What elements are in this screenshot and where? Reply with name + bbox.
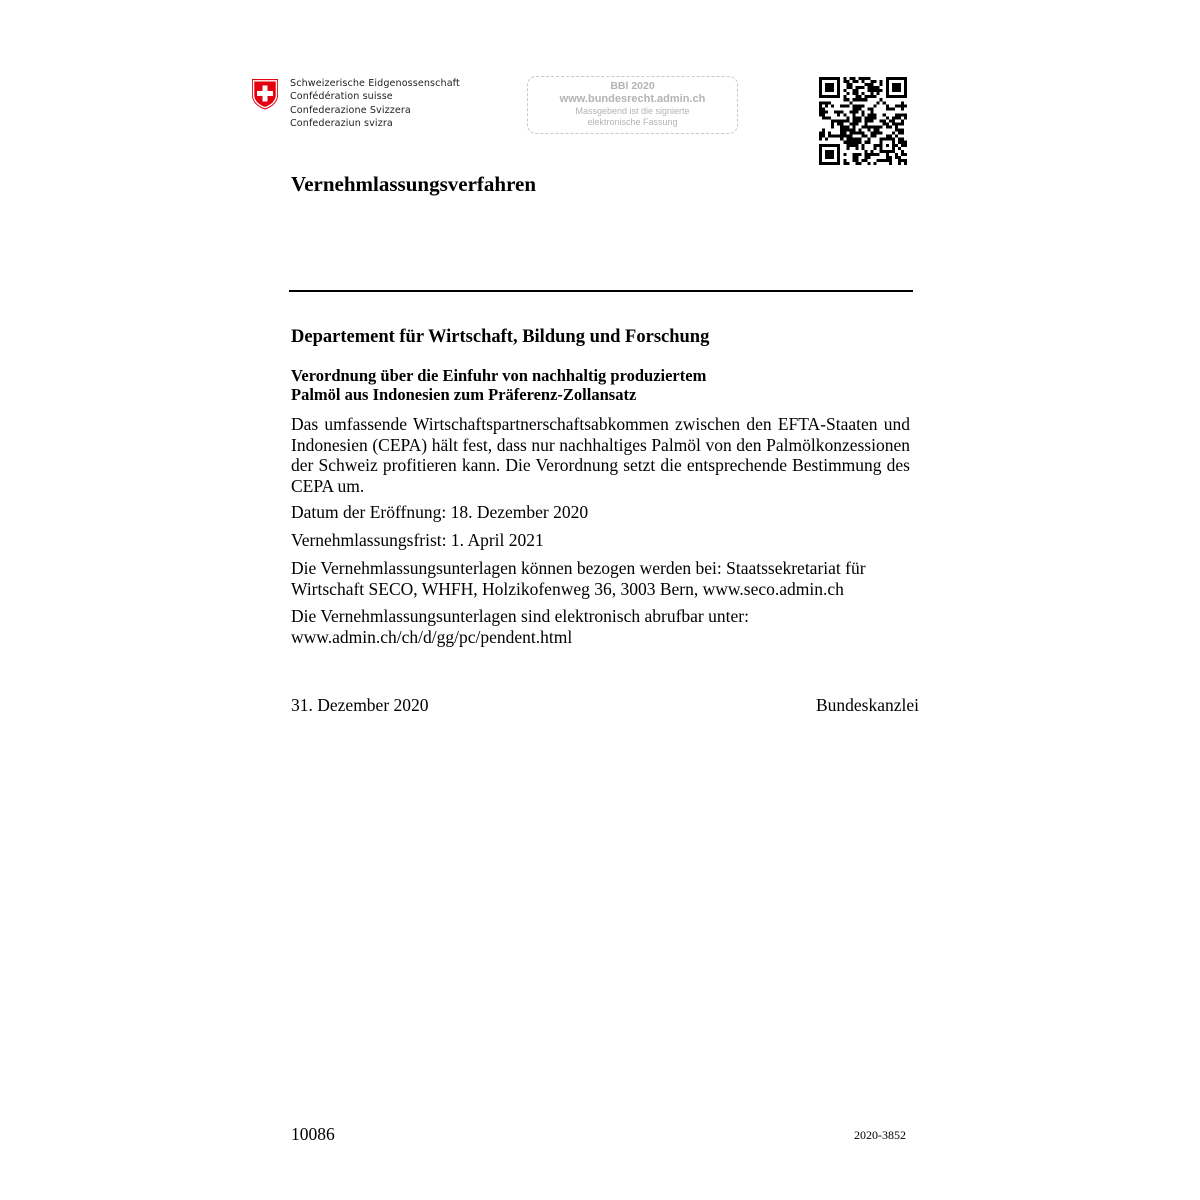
swiss-cross-shield-icon <box>251 78 279 110</box>
stamp-bbl: BBl 2020 <box>610 80 655 92</box>
publication-date: 31. Dezember 2020 <box>291 695 429 715</box>
signature-authority: Bundeskanzlei <box>815 695 919 715</box>
ordinance-title-line-2: Palmöl aus Indonesien zum Präferenz-Zollansatz <box>291 385 637 404</box>
documents-obtain-info <box>291 558 910 599</box>
documents-online-line-1: Die Vernehmlassungsunterlagen sind elektronisch abrufbar unter: <box>291 606 749 626</box>
page-title: Vernehmlassungsverfahren <box>291 172 537 196</box>
confederation-name-rm: Confederaziun svizra <box>290 117 393 129</box>
page-number: 10086 <box>291 1124 335 1144</box>
qr-code-icon <box>819 77 907 165</box>
documents-obtain-line-1: Die Vernehmlassungsunterlagen können bezogen werden bei: Staatssekretariat für <box>291 558 866 578</box>
confederation-name-it: Confederazione Svizzera <box>290 104 411 116</box>
documents-obtain-line-2: Wirtschaft SECO, WHFH, Holzikofenweg 36, 3003 Bern, www.seco.admin.ch <box>291 578 844 599</box>
stamp-url: www.bundesrecht.admin.ch <box>559 93 706 105</box>
confederation-name-fr: Confédération suisse <box>290 91 393 103</box>
consultation-deadline: Vernehmlassungsfrist: 1. April 2021 <box>291 530 544 550</box>
signature-stamp <box>527 76 738 134</box>
confederation-name-de: Schweizerische Eidgenossenschaft <box>290 78 460 89</box>
document-code: 2020-3852 <box>854 1128 906 1142</box>
divider <box>289 290 913 292</box>
documents-online-info <box>291 606 910 647</box>
stamp-note-2: elektronische Fassung <box>587 117 678 127</box>
ordinance-description: Das umfassende Wirtschaftspartnerschaftsabkommen zwischen den EFTA-Staaten und Indonesien (CEPA) hält fest, dass nur nachhaltiges Palmöl von den Palmölkonzessionen der Schweiz profitieren kann. Die Verordnung setzt die entsprechende Bestimmung des CEPA um. <box>291 414 910 496</box>
stamp-note-1: Massgebend ist die signierte <box>575 106 690 116</box>
confederation-names <box>290 77 460 130</box>
ordinance-title <box>291 366 911 404</box>
ordinance-title-line-1: Verordnung über die Einfuhr von nachhaltig produziertem <box>291 366 707 385</box>
department-heading: Departement für Wirtschaft, Bildung und Forschung <box>291 327 710 347</box>
opening-date: Datum der Eröffnung: 18. Dezember 2020 <box>291 502 589 522</box>
documents-online-link[interactable]: www.admin.ch/ch/d/gg/pc/pendent.html <box>291 626 573 647</box>
